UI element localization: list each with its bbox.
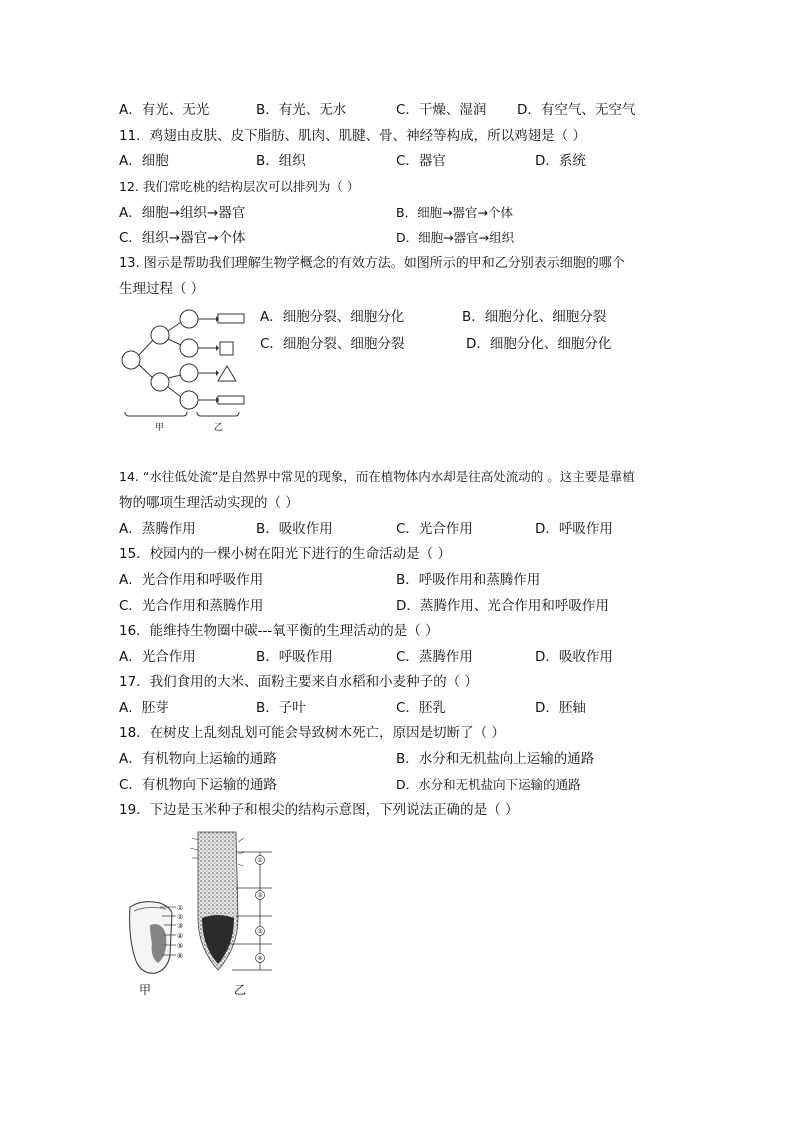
q13-option-a: A．细胞分裂、细胞分化 (260, 309, 405, 325)
q16-option-c: C．蒸腾作用 (396, 649, 473, 665)
seed-label: ② (177, 913, 184, 921)
q19-figure-label-yi: 乙 (234, 983, 247, 997)
q12-option-b: B．细胞→器官→个体 (396, 205, 514, 220)
root-label: ③ (257, 928, 263, 935)
q12-option-c: C．组织→器官→个体 (119, 230, 246, 246)
seed-label: ⑤ (177, 942, 184, 950)
root-label: ④ (257, 955, 263, 962)
diagram-cell (180, 310, 198, 328)
q10-option-d: D．有空气、无空气 (517, 102, 636, 118)
q17-option-a: A．胚芽 (119, 700, 169, 716)
seed-label: ⑥ (177, 952, 184, 960)
diagram-cell (180, 339, 198, 357)
root-label: ① (257, 857, 263, 864)
q11-option-b: B．组织 (256, 153, 306, 169)
q14-option-a: A．蒸腾作用 (119, 521, 196, 537)
q15-option-c: C．光合作用和蒸腾作用 (119, 598, 264, 614)
q12-option-a: A．细胞→组织→器官 (119, 205, 246, 221)
q19-stem: 19．下边是玉米种子和根尖的结构示意图，下列说法正确的是（ ） (119, 802, 519, 818)
root-label: ② (257, 892, 263, 899)
diagram-flat-rectangle-shape (218, 396, 244, 404)
q12-option-d: D．细胞→器官→组织 (396, 230, 515, 245)
diagram-rectangle-shape (218, 314, 244, 323)
q16-option-d: D．吸收作用 (535, 649, 613, 665)
diagram-square-shape (220, 342, 233, 355)
q14-stem-line2: 物的哪项生理活动实现的（ ） (119, 495, 299, 511)
q17-option-d: D．胚轴 (535, 700, 586, 716)
seed-label: ③ (177, 922, 184, 930)
q13-stem-line2: 生理过程（ ） (119, 281, 205, 297)
diagram-cell (180, 364, 198, 382)
q11-stem: 11．鸡翅由皮肤、皮下脂肪、肌肉、肌腱、骨、神经等构成，所以鸡翅是（ ） (119, 128, 586, 144)
diagram-cell (151, 326, 169, 344)
q13-figure-label-yi: 乙 (214, 423, 224, 433)
q18-option-d: D．水分和无机盐向下运输的通路 (396, 777, 581, 792)
q10-option-b: B．有光、无水 (256, 102, 347, 118)
q15-stem: 15．校园内的一棵小树在阳光下进行的生命活动是（ ） (119, 546, 451, 562)
cell-division-differentiation-diagram (115, 300, 255, 435)
diagram-triangle-shape (218, 366, 236, 381)
q11-option-c: C．器官 (396, 153, 446, 169)
q11-option-d: D．系统 (535, 153, 586, 169)
seed-label: ① (177, 904, 184, 912)
q13-option-d: D．细胞分化、细胞分化 (466, 336, 612, 352)
q10-option-c: C．干燥、湿润 (396, 102, 487, 118)
q14-stem-line1: 14. “水往低处流”是自然界中常见的现象，而在植物体内水却是往高处流动的 。这主要是靠植 (119, 469, 635, 484)
q13-option-b: B．细胞分化、细胞分裂 (462, 309, 607, 325)
q18-option-c: C．有机物向下运输的通路 (119, 777, 277, 793)
q11-option-a: A．细胞 (119, 153, 169, 169)
q17-option-c: C．胚乳 (396, 700, 446, 716)
diagram-cell (180, 391, 198, 409)
root-tip-diagram (188, 828, 278, 976)
q17-option-b: B．子叶 (256, 700, 306, 716)
q18-stem: 18．在树皮上乱刻乱划可能会导致树木死亡，原因是切断了（ ） (119, 725, 505, 741)
q12-stem: 12. 我们常吃桃的结构层次可以排列为（ ） (119, 179, 360, 194)
q15-option-b: B．呼吸作用和蒸腾作用 (396, 572, 541, 588)
q16-option-a: A．光合作用 (119, 649, 196, 665)
q18-option-b: B．水分和无机盐向上运输的通路 (396, 751, 595, 767)
seed-label: ④ (177, 932, 184, 940)
q14-option-b: B．吸收作用 (256, 521, 333, 537)
diagram-cell (151, 373, 169, 391)
q14-option-d: D．呼吸作用 (535, 521, 613, 537)
q16-option-b: B．呼吸作用 (256, 649, 333, 665)
q19-figure-label-jia: 甲 (139, 983, 152, 997)
q13-stem-line1: 13. 图示是帮助我们理解生物学概念的有效方法。如图所示的甲和乙分别表示细胞的哪个 (119, 256, 625, 271)
q15-option-d: D．蒸腾作用、光合作用和呼吸作用 (396, 598, 609, 614)
q18-option-a: A．有机物向上运输的通路 (119, 751, 277, 767)
diagram-cell (122, 351, 140, 369)
q13-figure-label-jia: 甲 (155, 423, 165, 433)
q16-stem: 16．能维持生物圈中碳---氧平衡的生理活动的是（ ） (119, 623, 439, 639)
q17-stem: 17．我们食用的大米、面粉主要来自水稻和小麦种子的（ ） (119, 674, 478, 690)
q15-option-a: A．光合作用和呼吸作用 (119, 572, 264, 588)
q14-option-c: C．光合作用 (396, 521, 473, 537)
q13-option-c: C．细胞分裂、细胞分裂 (260, 336, 405, 352)
q10-option-a: A．有光、无光 (119, 102, 210, 118)
